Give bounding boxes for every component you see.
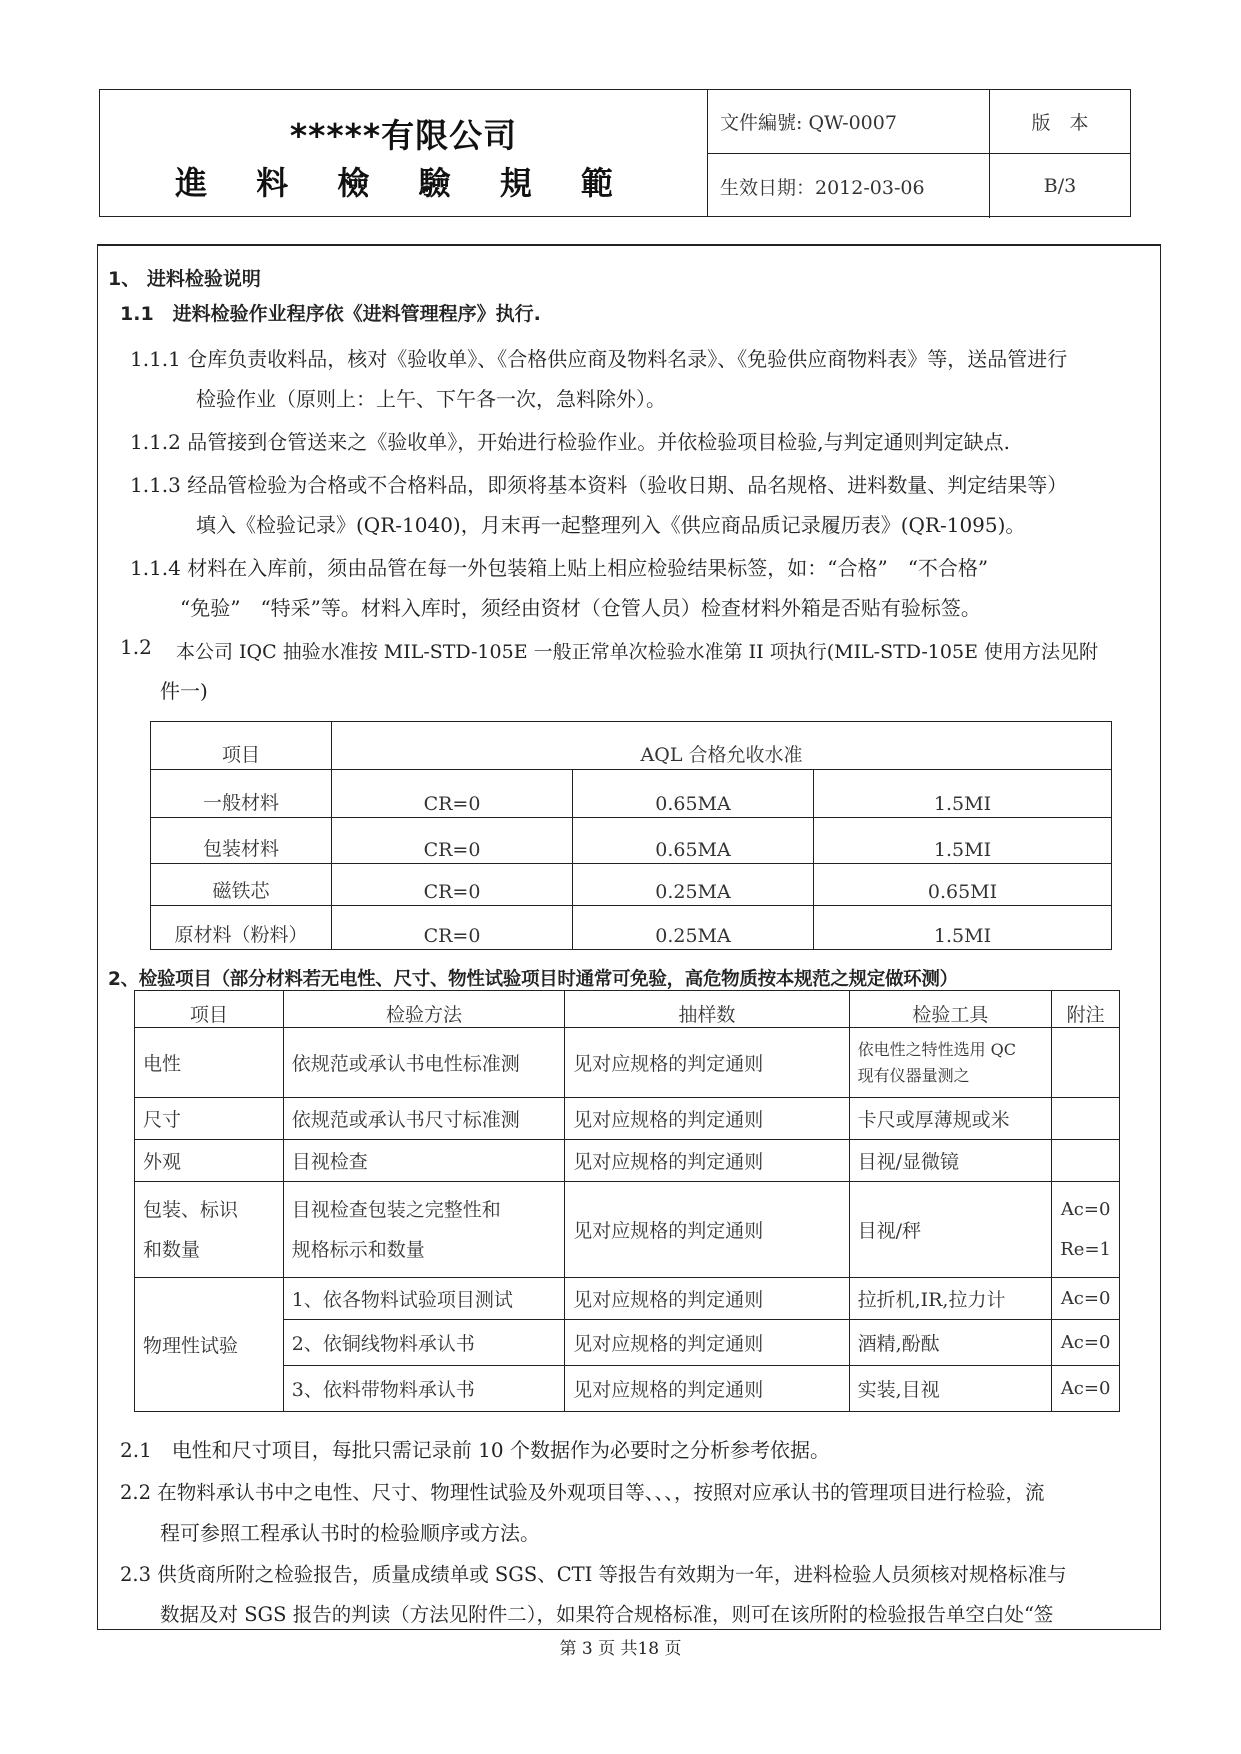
item-cell: 物理性试验 — [135, 1278, 284, 1412]
sample-cell: 见对应规格的判定通则 — [565, 1182, 849, 1278]
tool-cell: 目视/显微镜 — [849, 1140, 1052, 1182]
item-line: 包装、标识 — [143, 1198, 239, 1221]
method-line: 目视检查包装之完整性和 — [291, 1198, 501, 1221]
aql-item: 磁铁芯 — [151, 864, 332, 906]
table-row — [135, 1140, 1120, 1182]
item-cell: 尺寸 — [135, 1098, 284, 1140]
para-2-3-b: 数据及对 SGS 报告的判读（方法见附件二），如果符合规格标准，则可在该所附的检验报告单空白处“签 — [160, 1603, 1054, 1626]
aql-header-level: AQL 合格允收水准 — [332, 722, 1112, 770]
sample-cell: 见对应规格的判定通则 — [565, 1320, 849, 1366]
method-cell: 目视检查 — [283, 1140, 564, 1182]
item-line: 和数量 — [143, 1238, 201, 1261]
para-2-2-a: 2.2 在物料承认书中之电性、尺寸、物理性试验及外观项目等、、、，按照对应承认书的管理项目进行检验，流 — [120, 1481, 1045, 1504]
tool-cell: 实装,目视 — [849, 1366, 1052, 1412]
aql-item: 原材料（粉料） — [151, 906, 332, 950]
aql-row — [151, 864, 1112, 906]
para-2-3-a: 2.3 供货商所附之检验报告，质量成绩单或 SGS、CTI 等报告有效期为一年，进料检验人员须核对规格标准与 — [120, 1563, 1067, 1586]
para-2-2-b: 程可参照工程承认书时的检验顺序或方法。 — [160, 1521, 540, 1545]
sample-cell: 见对应规格的判定通则 — [565, 1366, 849, 1412]
company-block — [100, 90, 708, 216]
item-cell — [135, 1182, 284, 1278]
para-1-1: 1.1 进料检验作业程序依《进料管理程序》执行. — [120, 303, 541, 325]
sample-cell: 见对应规格的判定通则 — [565, 1028, 849, 1098]
aql-header-row — [151, 722, 1112, 770]
method-line: 规格标示和数量 — [291, 1238, 425, 1261]
inspection-header-row — [135, 991, 1120, 1028]
para-1-1-1-b: 检验作业（原则上：上午、下午各一次，急料除外）。 — [196, 387, 666, 411]
para-1-1-1-a: 1.1.1 仓库负责收料品，核对《验收单》、《合格供应商及物料名录》、《免验供应商物料表》等，送品管进行 — [130, 347, 1068, 371]
tool-cell — [849, 1028, 1052, 1098]
tool-line: 现有仪器量测之 — [857, 1065, 970, 1085]
page-footer: 第 3 页 共18 页 — [559, 1639, 682, 1659]
aql-ma: 0.65MA — [573, 770, 814, 818]
item-cell: 电性 — [135, 1028, 284, 1098]
note-cell: Ac=0 — [1052, 1278, 1120, 1320]
aql-mi: 1.5MI — [814, 906, 1112, 950]
note-line: Re=1 — [1060, 1238, 1111, 1260]
aql-cr: CR=0 — [332, 864, 573, 906]
aql-table — [150, 721, 1112, 950]
version-label: 版 本 — [990, 90, 1130, 154]
company-name: *****有限公司 — [289, 116, 518, 155]
tool-cell: 拉折机,IR,拉力计 — [849, 1278, 1052, 1320]
para-1-2-a: 本公司 IQC 抽验水准按 MIL-STD-105E 一般正常单次检验水准第 II 项执行(MIL-STD-105E 使用方法见附 — [176, 641, 1098, 663]
tool-line: 依电性之特性选用 QC — [857, 1039, 1017, 1059]
para-1-1-4-a: 1.1.4 材料在入库前，须由品管在每一外包装箱上贴上相应检验结果标签，如：“合格” “不合格” — [130, 556, 989, 580]
tool-cell: 目视/秤 — [849, 1182, 1052, 1278]
sample-cell: 见对应规格的判定通则 — [565, 1140, 849, 1182]
para-1-2-b: 件一) — [160, 679, 208, 703]
col-item: 项目 — [135, 991, 284, 1028]
col-note: 附注 — [1052, 991, 1120, 1028]
col-method: 检验方法 — [283, 991, 564, 1028]
item-cell: 外观 — [135, 1140, 284, 1182]
file-number: 文件編號: QW-0007 — [708, 90, 990, 154]
aql-ma: 0.25MA — [573, 864, 814, 906]
aql-item: 包装材料 — [151, 818, 332, 864]
method-cell: 1、依各物料试验项目测试 — [283, 1278, 564, 1320]
method-cell: 3、依料带物料承认书 — [283, 1366, 564, 1412]
inspection-table — [134, 990, 1120, 1412]
aql-item: 一般材料 — [151, 770, 332, 818]
aql-ma: 0.65MA — [573, 818, 814, 864]
aql-row — [151, 906, 1112, 950]
aql-mi: 1.5MI — [814, 770, 1112, 818]
table-row — [135, 1098, 1120, 1140]
table-row — [135, 1278, 1120, 1320]
method-cell: 依规范或承认书尺寸标准测 — [283, 1098, 564, 1140]
note-cell — [1052, 1098, 1120, 1140]
para-1-1-3-a: 1.1.3 经品管检验为合格或不合格料品，即须将基本资料（验收日期、品名规格、进料数量、判定结果等） — [130, 473, 1068, 497]
para-1-1-3-b: 填入《检验记录》(QR-1040)，月末再一起整理列入《供应商品质记录履历表》(QR-1095)。 — [196, 513, 1026, 537]
sample-cell: 见对应规格的判定通则 — [565, 1278, 849, 1320]
document-title: 進 料 檢 驗 規 範 — [175, 164, 632, 202]
note-line: Ac=0 — [1060, 1198, 1111, 1220]
section-1-heading: 1、 进料检验说明 — [108, 268, 261, 290]
aql-cr: CR=0 — [332, 818, 573, 864]
note-cell — [1052, 1182, 1120, 1278]
aql-cr: CR=0 — [332, 906, 573, 950]
note-cell — [1052, 1140, 1120, 1182]
document-header — [99, 89, 1131, 217]
method-cell — [283, 1182, 564, 1278]
note-cell: Ac=0 — [1052, 1366, 1120, 1412]
effective-date: 生效日期：2012-03-06 — [708, 154, 990, 218]
tool-cell: 酒精,酚酞 — [849, 1320, 1052, 1366]
tool-cell: 卡尺或厚薄规或米 — [849, 1098, 1052, 1140]
aql-row — [151, 818, 1112, 864]
aql-header-item: 项目 — [151, 722, 332, 770]
version-value: B/3 — [1043, 175, 1077, 197]
para-1-2-number: 1.2 — [120, 635, 152, 659]
method-cell: 依规范或承认书电性标准测 — [283, 1028, 564, 1098]
section-2-heading: 2、检验项目（部分材料若无电性、尺寸、物性试验项目时通常可免验，高危物质按本规范之规定做环测） — [108, 969, 958, 990]
aql-ma: 0.25MA — [573, 906, 814, 950]
para-2-1: 2.1 电性和尺寸项目，每批只需记录前 10 个数据作为必要时之分析参考依据。 — [120, 1438, 830, 1462]
aql-row — [151, 770, 1112, 818]
aql-mi: 0.65MI — [814, 864, 1112, 906]
note-cell — [1052, 1028, 1120, 1098]
col-sample: 抽样数 — [565, 991, 849, 1028]
aql-mi: 1.5MI — [814, 818, 1112, 864]
table-row — [135, 1182, 1120, 1278]
col-tool: 检验工具 — [849, 991, 1052, 1028]
note-cell: Ac=0 — [1052, 1320, 1120, 1366]
sample-cell: 见对应规格的判定通则 — [565, 1098, 849, 1140]
method-cell: 2、依铜线物料承认书 — [283, 1320, 564, 1366]
para-1-1-4-b: “免验” “特采”等。材料入库时，须经由资材（仓管人员）检查材料外箱是否贴有验标签。 — [180, 596, 981, 620]
para-1-1-2: 1.1.2 品管接到仓管送来之《验收单》，开始进行检验作业。并依检验项目检验,与判定通则判定缺点. — [130, 430, 1010, 454]
table-row — [135, 1028, 1120, 1098]
aql-cr: CR=0 — [332, 770, 573, 818]
